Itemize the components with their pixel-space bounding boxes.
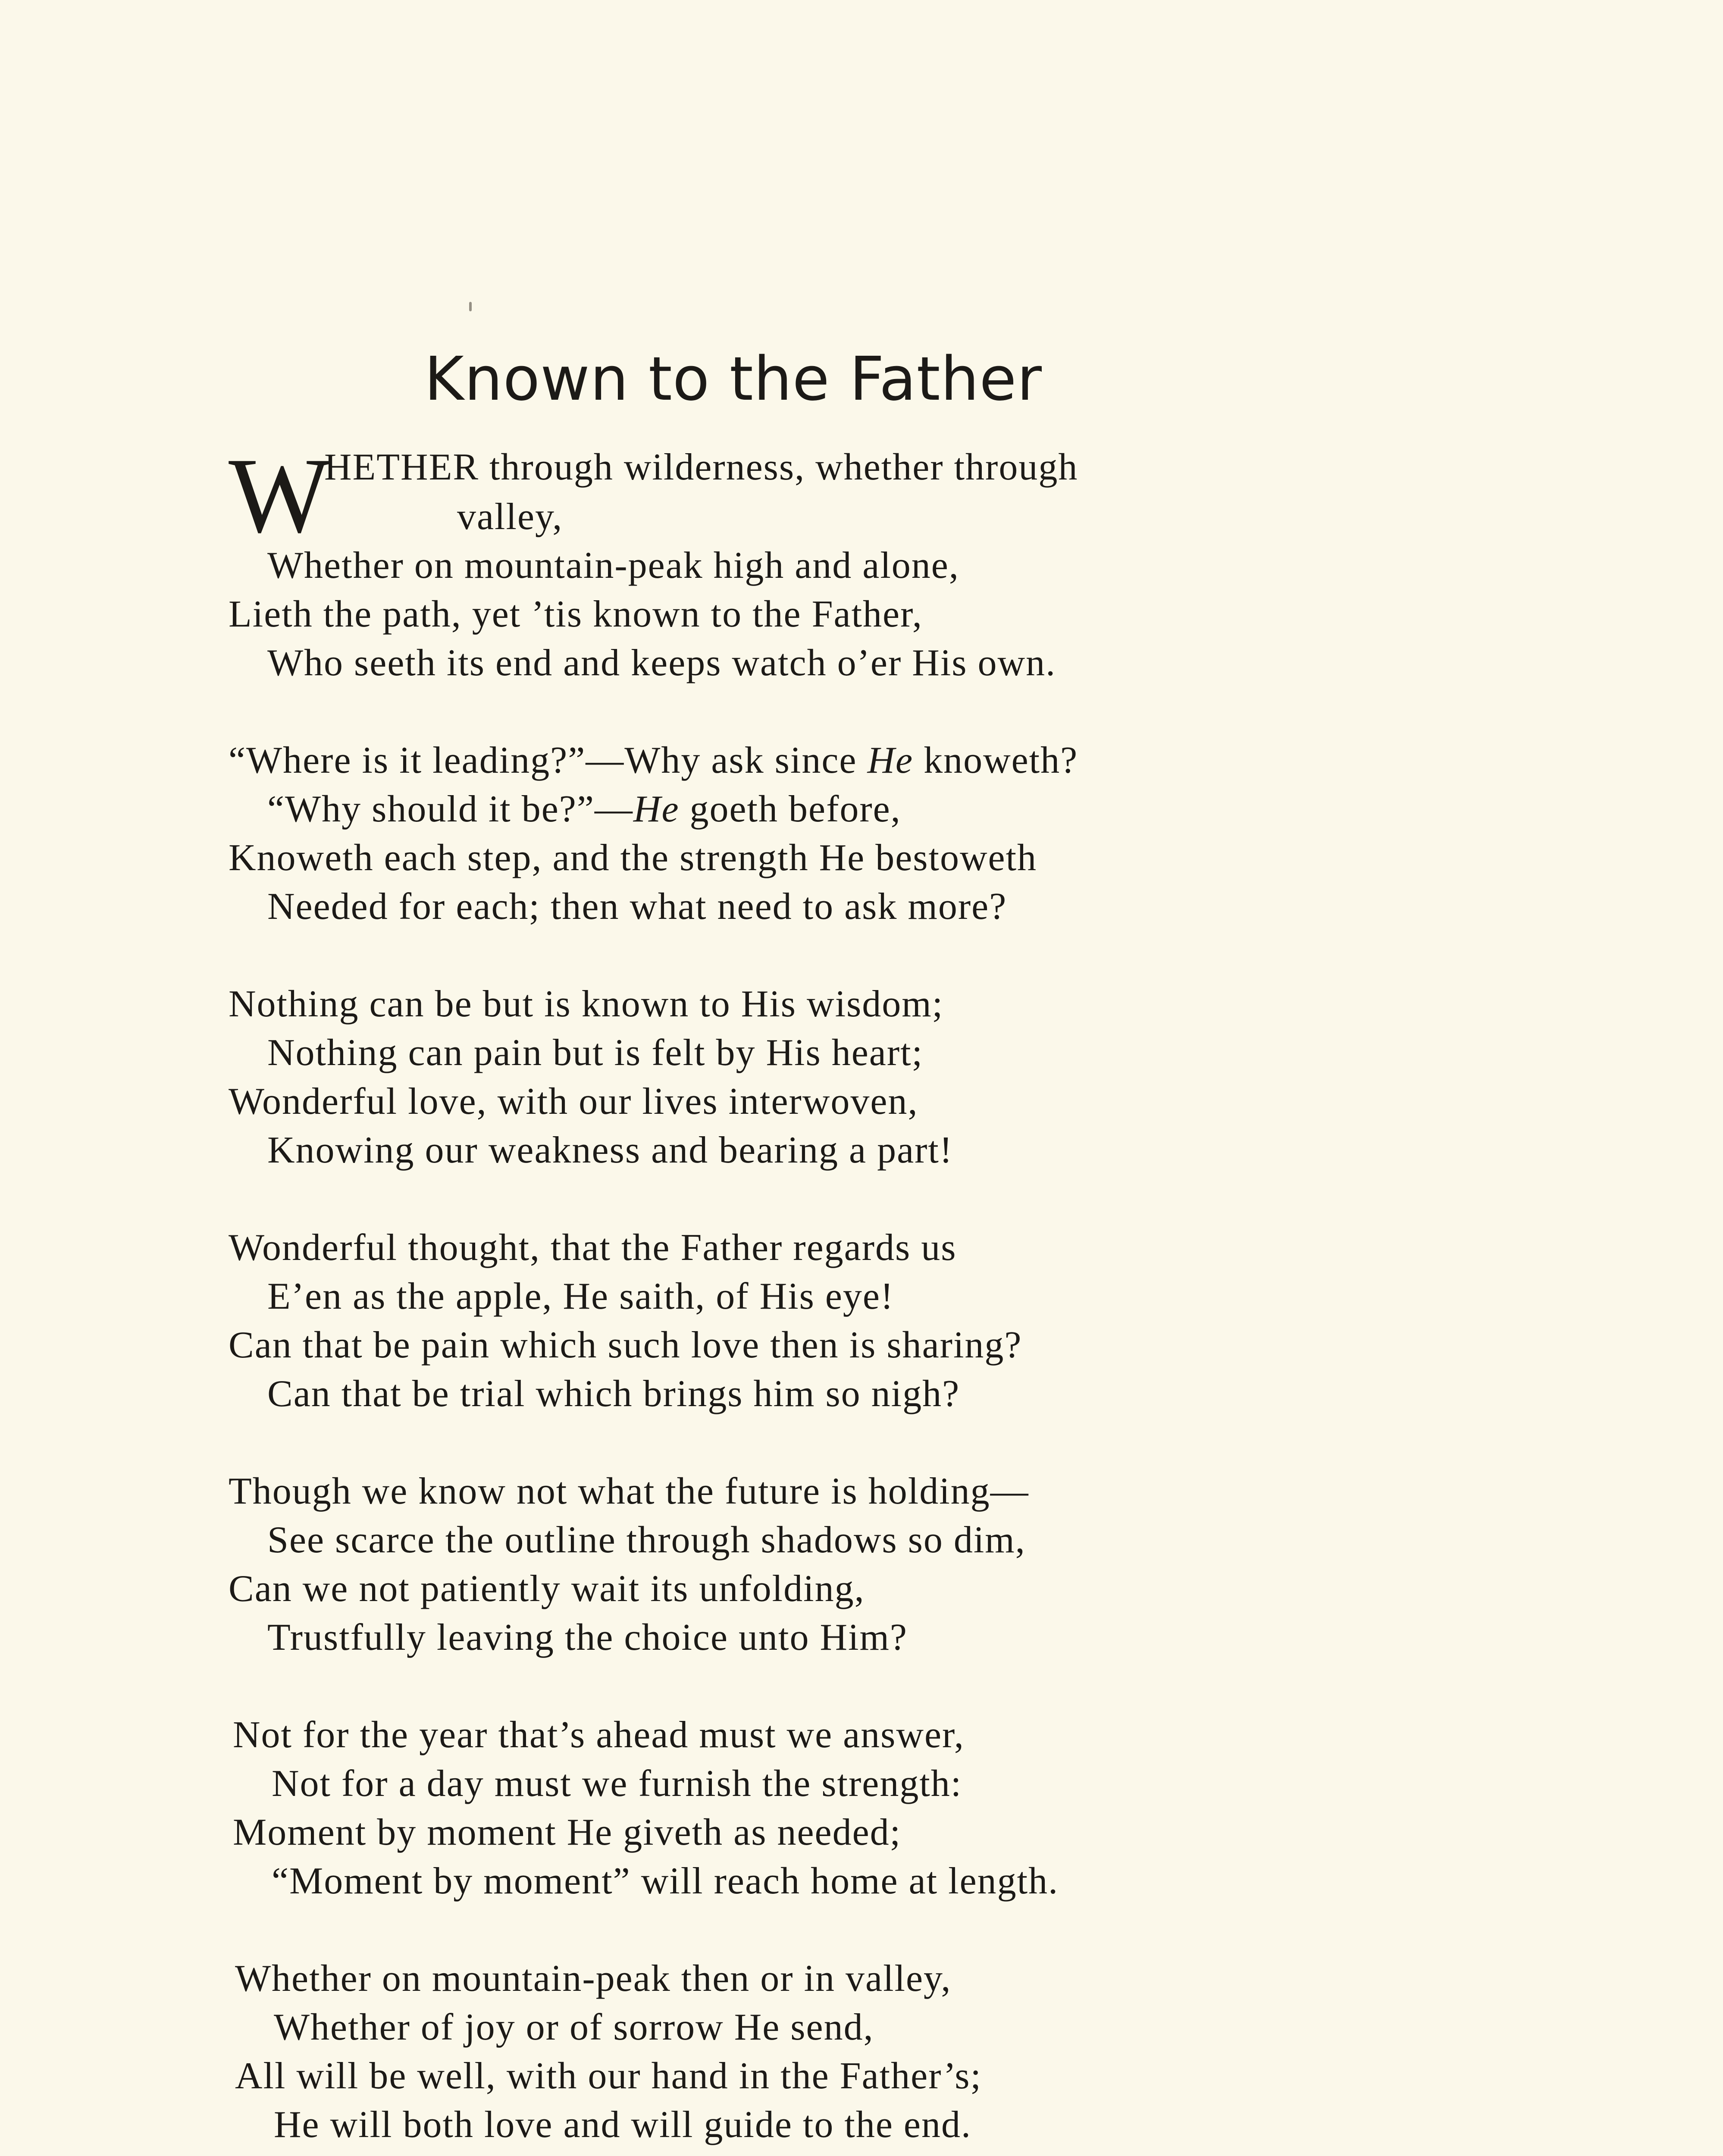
poem-line: Though we know not what the future is holding— bbox=[229, 1470, 1029, 1512]
stanza2-line1-a: “Where is it leading?”—Why ask since bbox=[229, 740, 868, 781]
poem-line: Can that be pain which such love then is sharing? bbox=[229, 1324, 1022, 1366]
poem-line: Can we not patiently wait its unfolding, bbox=[229, 1568, 865, 1610]
poem-line: Moment by moment He giveth as needed; bbox=[233, 1811, 902, 1853]
drop-cap: W bbox=[229, 436, 330, 555]
italic-he: He bbox=[867, 740, 914, 781]
poem-line: Nothing can be but is known to His wisdom; bbox=[229, 983, 944, 1025]
poem-line: Not for the year that’s ahead must we answer, bbox=[233, 1714, 965, 1756]
poem-line: Whether on mountain-peak then or in valley, bbox=[235, 1958, 952, 1999]
italic-he: He bbox=[633, 788, 680, 830]
poem-line: Wonderful thought, that the Father regards us bbox=[229, 1227, 957, 1269]
poem-first-line-continued: valley, bbox=[457, 496, 563, 538]
poem-line: “Where is it leading?”—Why ask since He knoweth? bbox=[229, 740, 1078, 781]
poem-line: Needed for each; then what need to ask more? bbox=[267, 886, 1007, 928]
poem-line: Wonderful love, with our lives interwoven, bbox=[229, 1081, 918, 1122]
poem-title: Known to the Father bbox=[424, 344, 1043, 414]
poem-line: E’en as the apple, He saith, of His eye! bbox=[267, 1275, 894, 1317]
poem-line: See scarce the outline through shadows so dim, bbox=[267, 1519, 1026, 1561]
poem-line: Knowing our weakness and bearing a part! bbox=[267, 1129, 953, 1171]
poem-line: Knoweth each step, and the strength He bestoweth bbox=[229, 837, 1037, 879]
poem-line: He will both love and will guide to the end. bbox=[274, 2104, 971, 2146]
poem-line: Trustfully leaving the choice unto Him? bbox=[267, 1617, 908, 1658]
poem-line: “Moment by moment” will reach home at length. bbox=[272, 1860, 1059, 1902]
poem-line: Who seeth its end and keeps watch o’er His own. bbox=[267, 642, 1056, 684]
poem-line: Nothing can pain but is felt by His heart; bbox=[267, 1032, 924, 1074]
poem-line: Whether of joy or of sorrow He send, bbox=[274, 2006, 874, 2048]
poem-line: All will be well, with our hand in the Father’s; bbox=[235, 2055, 982, 2097]
poem-line: Whether on mountain-peak high and alone, bbox=[267, 545, 959, 586]
poem-line: Lieth the path, yet ’tis known to the Father, bbox=[229, 593, 923, 635]
poem-line: Not for a day must we furnish the strength: bbox=[272, 1763, 962, 1805]
poem-first-line: HETHER through wilderness, whether through bbox=[324, 446, 1078, 488]
poem-line: “Why should it be?”—He goeth before, bbox=[267, 788, 901, 830]
poem-line: Can that be trial which brings him so nigh? bbox=[267, 1373, 960, 1415]
